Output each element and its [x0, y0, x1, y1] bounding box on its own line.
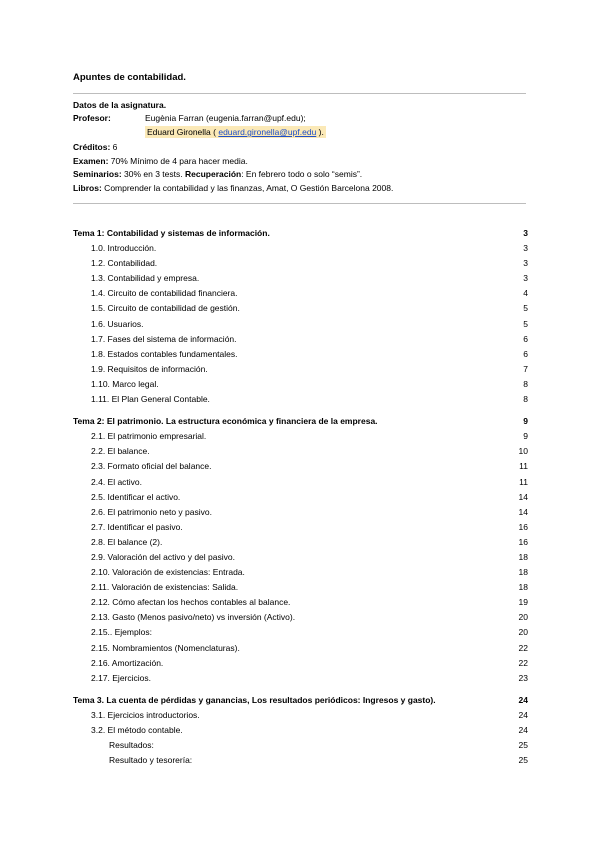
- toc-entry-title: 1.5. Circuito de contabilidad de gestión.: [91, 303, 240, 314]
- toc-page-number: 23: [518, 672, 528, 683]
- toc-entry-title: 2.10. Valoración de existencias: Entrada.: [91, 567, 245, 578]
- toc-entry-title: Tema 2: El patrimonio. La estructura económica y financiera de la empresa.: [73, 416, 378, 427]
- examen-value: 70% Mínimo de 4 para hacer media.: [108, 156, 248, 166]
- toc-entry[interactable]: [73, 271, 528, 286]
- toc-page-number: 9: [523, 416, 528, 427]
- divider-bottom: [73, 203, 526, 204]
- toc-entry[interactable]: [73, 332, 528, 347]
- toc-page-number: 8: [523, 394, 528, 405]
- toc-page-number: 24: [518, 709, 528, 720]
- toc-entry-title: 2.7. Identificar el pasivo.: [91, 521, 183, 532]
- toc-entry[interactable]: [73, 459, 528, 474]
- toc-entry[interactable]: [73, 738, 528, 753]
- toc-entry-title: 2.6. El patrimonio neto y pasivo.: [91, 506, 212, 517]
- toc-page-number: 20: [518, 612, 528, 623]
- toc-page-number: 3: [523, 258, 528, 269]
- seminarios-line: [73, 168, 362, 180]
- profesor-2-line: [145, 126, 326, 138]
- toc-page-number: 4: [523, 288, 528, 299]
- toc-entry-title: 2.15.. Ejemplos:: [91, 627, 152, 638]
- toc-entry[interactable]: [73, 753, 528, 768]
- toc-entry-title: 2.4. El activo.: [91, 476, 143, 487]
- toc-page-number: 25: [518, 755, 528, 766]
- toc-page-number: 20: [518, 627, 528, 638]
- toc-page-number: 8: [523, 378, 528, 389]
- toc-entry-title: 1.0. Introducción.: [91, 243, 157, 254]
- toc-page-number: 6: [523, 333, 528, 344]
- recuperacion-label: Recuperación: [184, 169, 242, 179]
- toc-entry-title: 1.6. Usuarios.: [91, 318, 144, 329]
- toc-entry[interactable]: [73, 641, 528, 656]
- toc-page-number: 14: [518, 491, 528, 502]
- toc-entry[interactable]: [73, 671, 528, 686]
- toc-page-number: 11: [519, 476, 528, 487]
- toc-entry[interactable]: [73, 241, 528, 256]
- toc-chapter[interactable]: [73, 693, 528, 708]
- toc-entry-title: 1.3. Contabilidad y empresa.: [91, 273, 200, 284]
- profesor-label: Profesor:: [73, 113, 111, 123]
- toc-entry[interactable]: [73, 723, 528, 738]
- toc-page-number: 7: [523, 363, 528, 374]
- toc-page-number: 25: [518, 740, 528, 751]
- toc-entry-title: 2.16. Amortización.: [91, 657, 164, 668]
- toc-entry-title: 1.9. Requisitos de información.: [91, 363, 208, 374]
- toc-entry-title: 2.13. Gasto (Menos pasivo/neto) vs inversión (Activo).: [91, 612, 296, 623]
- toc-chapter[interactable]: [73, 414, 528, 429]
- toc-entry[interactable]: [73, 580, 528, 595]
- toc-entry[interactable]: [73, 625, 528, 640]
- toc-page-number: 3: [523, 228, 528, 238]
- toc-page-number: 22: [518, 642, 528, 653]
- profesor-2-highlight: [145, 126, 326, 138]
- libros-value: Comprender la contabilidad y las finanzas, Amat, O Gestión Barcelona 2008.: [101, 183, 394, 193]
- divider-top: [73, 93, 526, 94]
- libros-line: [73, 182, 393, 194]
- toc-entry[interactable]: [73, 347, 528, 362]
- toc-page-number: 14: [518, 506, 528, 517]
- profesor-2-email-link[interactable]: eduard.gironella@upf.edu: [218, 127, 317, 137]
- toc-entry[interactable]: [73, 301, 528, 316]
- toc-entry[interactable]: [73, 475, 528, 490]
- toc-entry-title: 1.7. Fases del sistema de información.: [91, 333, 237, 344]
- toc-entry[interactable]: [73, 520, 528, 535]
- toc-entry-title: 2.12. Cómo afectan los hechos contables al balance.: [91, 597, 291, 608]
- toc-entry[interactable]: [73, 444, 528, 459]
- toc-entry-title: 1.4. Circuito de contabilidad financiera.: [91, 288, 238, 299]
- table-of-contents: [73, 226, 528, 768]
- toc-entry[interactable]: [73, 535, 528, 550]
- toc-page-number: 18: [518, 551, 528, 562]
- seminarios-value: 30% en 3 tests.: [121, 169, 185, 179]
- creditos-label: Créditos:: [73, 142, 111, 152]
- toc-entry[interactable]: [73, 595, 528, 610]
- toc-entry-title: Resultado y tesorería:: [109, 755, 193, 766]
- toc-chapter[interactable]: [73, 226, 528, 241]
- section-heading: Datos de la asignatura.: [73, 100, 167, 110]
- document-title: Apuntes de contabilidad.: [73, 72, 186, 83]
- toc-page-number: 22: [518, 657, 528, 668]
- toc-page-number: 6: [523, 348, 528, 359]
- toc-entry-title: 2.11. Valoración de existencias: Salida.: [91, 582, 239, 593]
- toc-page-number: 19: [518, 597, 528, 608]
- recuperacion-value: : En febrero todo o solo “semis”.: [241, 169, 363, 179]
- toc-entry[interactable]: [73, 565, 528, 580]
- toc-entry[interactable]: [73, 362, 528, 377]
- toc-entry-title: 2.17. Ejercicios.: [91, 672, 151, 683]
- toc-entry-title: 2.9. Valoración del activo y del pasivo.: [91, 551, 235, 562]
- toc-page-number: 16: [518, 536, 528, 547]
- toc-page-number: 3: [523, 243, 528, 254]
- toc-entry-title: 2.3. Formato oficial del balance.: [91, 461, 212, 472]
- toc-entry-title: 3.1. Ejercicios introductorios.: [91, 709, 200, 720]
- toc-entry[interactable]: [73, 286, 528, 301]
- toc-page-number: 5: [523, 318, 528, 329]
- profesor-2-name: Eduard Gironella (: [147, 127, 219, 137]
- seminarios-label: Seminarios:: [73, 169, 122, 179]
- toc-entry[interactable]: [73, 505, 528, 520]
- toc-entry[interactable]: [73, 550, 528, 565]
- toc-entry-title: 2.5. Identificar el activo.: [91, 491, 181, 502]
- toc-entry-title: 1.2. Contabilidad.: [91, 258, 158, 269]
- toc-page-number: 18: [518, 582, 528, 593]
- toc-entry[interactable]: [73, 708, 528, 723]
- creditos-line: [73, 141, 117, 153]
- toc-entry[interactable]: [73, 610, 528, 625]
- toc-entry-title: Tema 1: Contabilidad y sistemas de información.: [73, 228, 270, 238]
- toc-entry-title: 2.15. Nombramientos (Nomenclaturas).: [91, 642, 240, 653]
- toc-entry-title: 1.11. El Plan General Contable.: [91, 394, 210, 405]
- profesor-2-close: ).: [316, 127, 324, 137]
- toc-entry[interactable]: [73, 377, 528, 392]
- examen-line: [73, 155, 248, 167]
- toc-entry[interactable]: [73, 429, 528, 444]
- profesor-1: Eugènia Farran (eugenia.farran@upf.edu);: [145, 113, 306, 123]
- toc-entry-title: 2.8. El balance (2).: [91, 536, 163, 547]
- toc-page-number: 9: [523, 431, 528, 442]
- toc-entry-title: 1.8. Estados contables fundamentales.: [91, 348, 238, 359]
- toc-page-number: 18: [518, 567, 528, 578]
- toc-entry-title: Resultados:: [109, 740, 154, 751]
- toc-page-number: 24: [518, 694, 528, 705]
- toc-entry-title: 2.1. El patrimonio empresarial.: [91, 431, 207, 442]
- toc-page-number: 24: [518, 725, 528, 735]
- toc-entry[interactable]: [73, 317, 528, 332]
- toc-page-number: 3: [523, 273, 528, 284]
- toc-entry-title: Tema 3. La cuenta de pérdidas y ganancias, Los resultados periódicos: Ingresos y gasto).: [73, 694, 436, 705]
- profesor-line: [73, 112, 306, 124]
- toc-entry[interactable]: [73, 656, 528, 671]
- toc-page-number: 10: [518, 446, 528, 457]
- libros-label: Libros:: [73, 183, 102, 193]
- toc-entry-title: 3.2. El método contable.: [91, 725, 183, 735]
- toc-entry[interactable]: [73, 392, 528, 407]
- creditos-value: 6: [110, 142, 118, 152]
- toc-page-number: 5: [523, 303, 528, 314]
- toc-entry-title: 1.10. Marco legal.: [91, 378, 159, 389]
- toc-entry[interactable]: [73, 256, 528, 271]
- examen-label: Examen:: [73, 156, 109, 166]
- toc-page-number: 16: [518, 521, 528, 532]
- toc-entry[interactable]: [73, 490, 528, 505]
- toc-entry-title: 2.2. El balance.: [91, 446, 150, 457]
- toc-page-number: 11: [519, 461, 528, 472]
